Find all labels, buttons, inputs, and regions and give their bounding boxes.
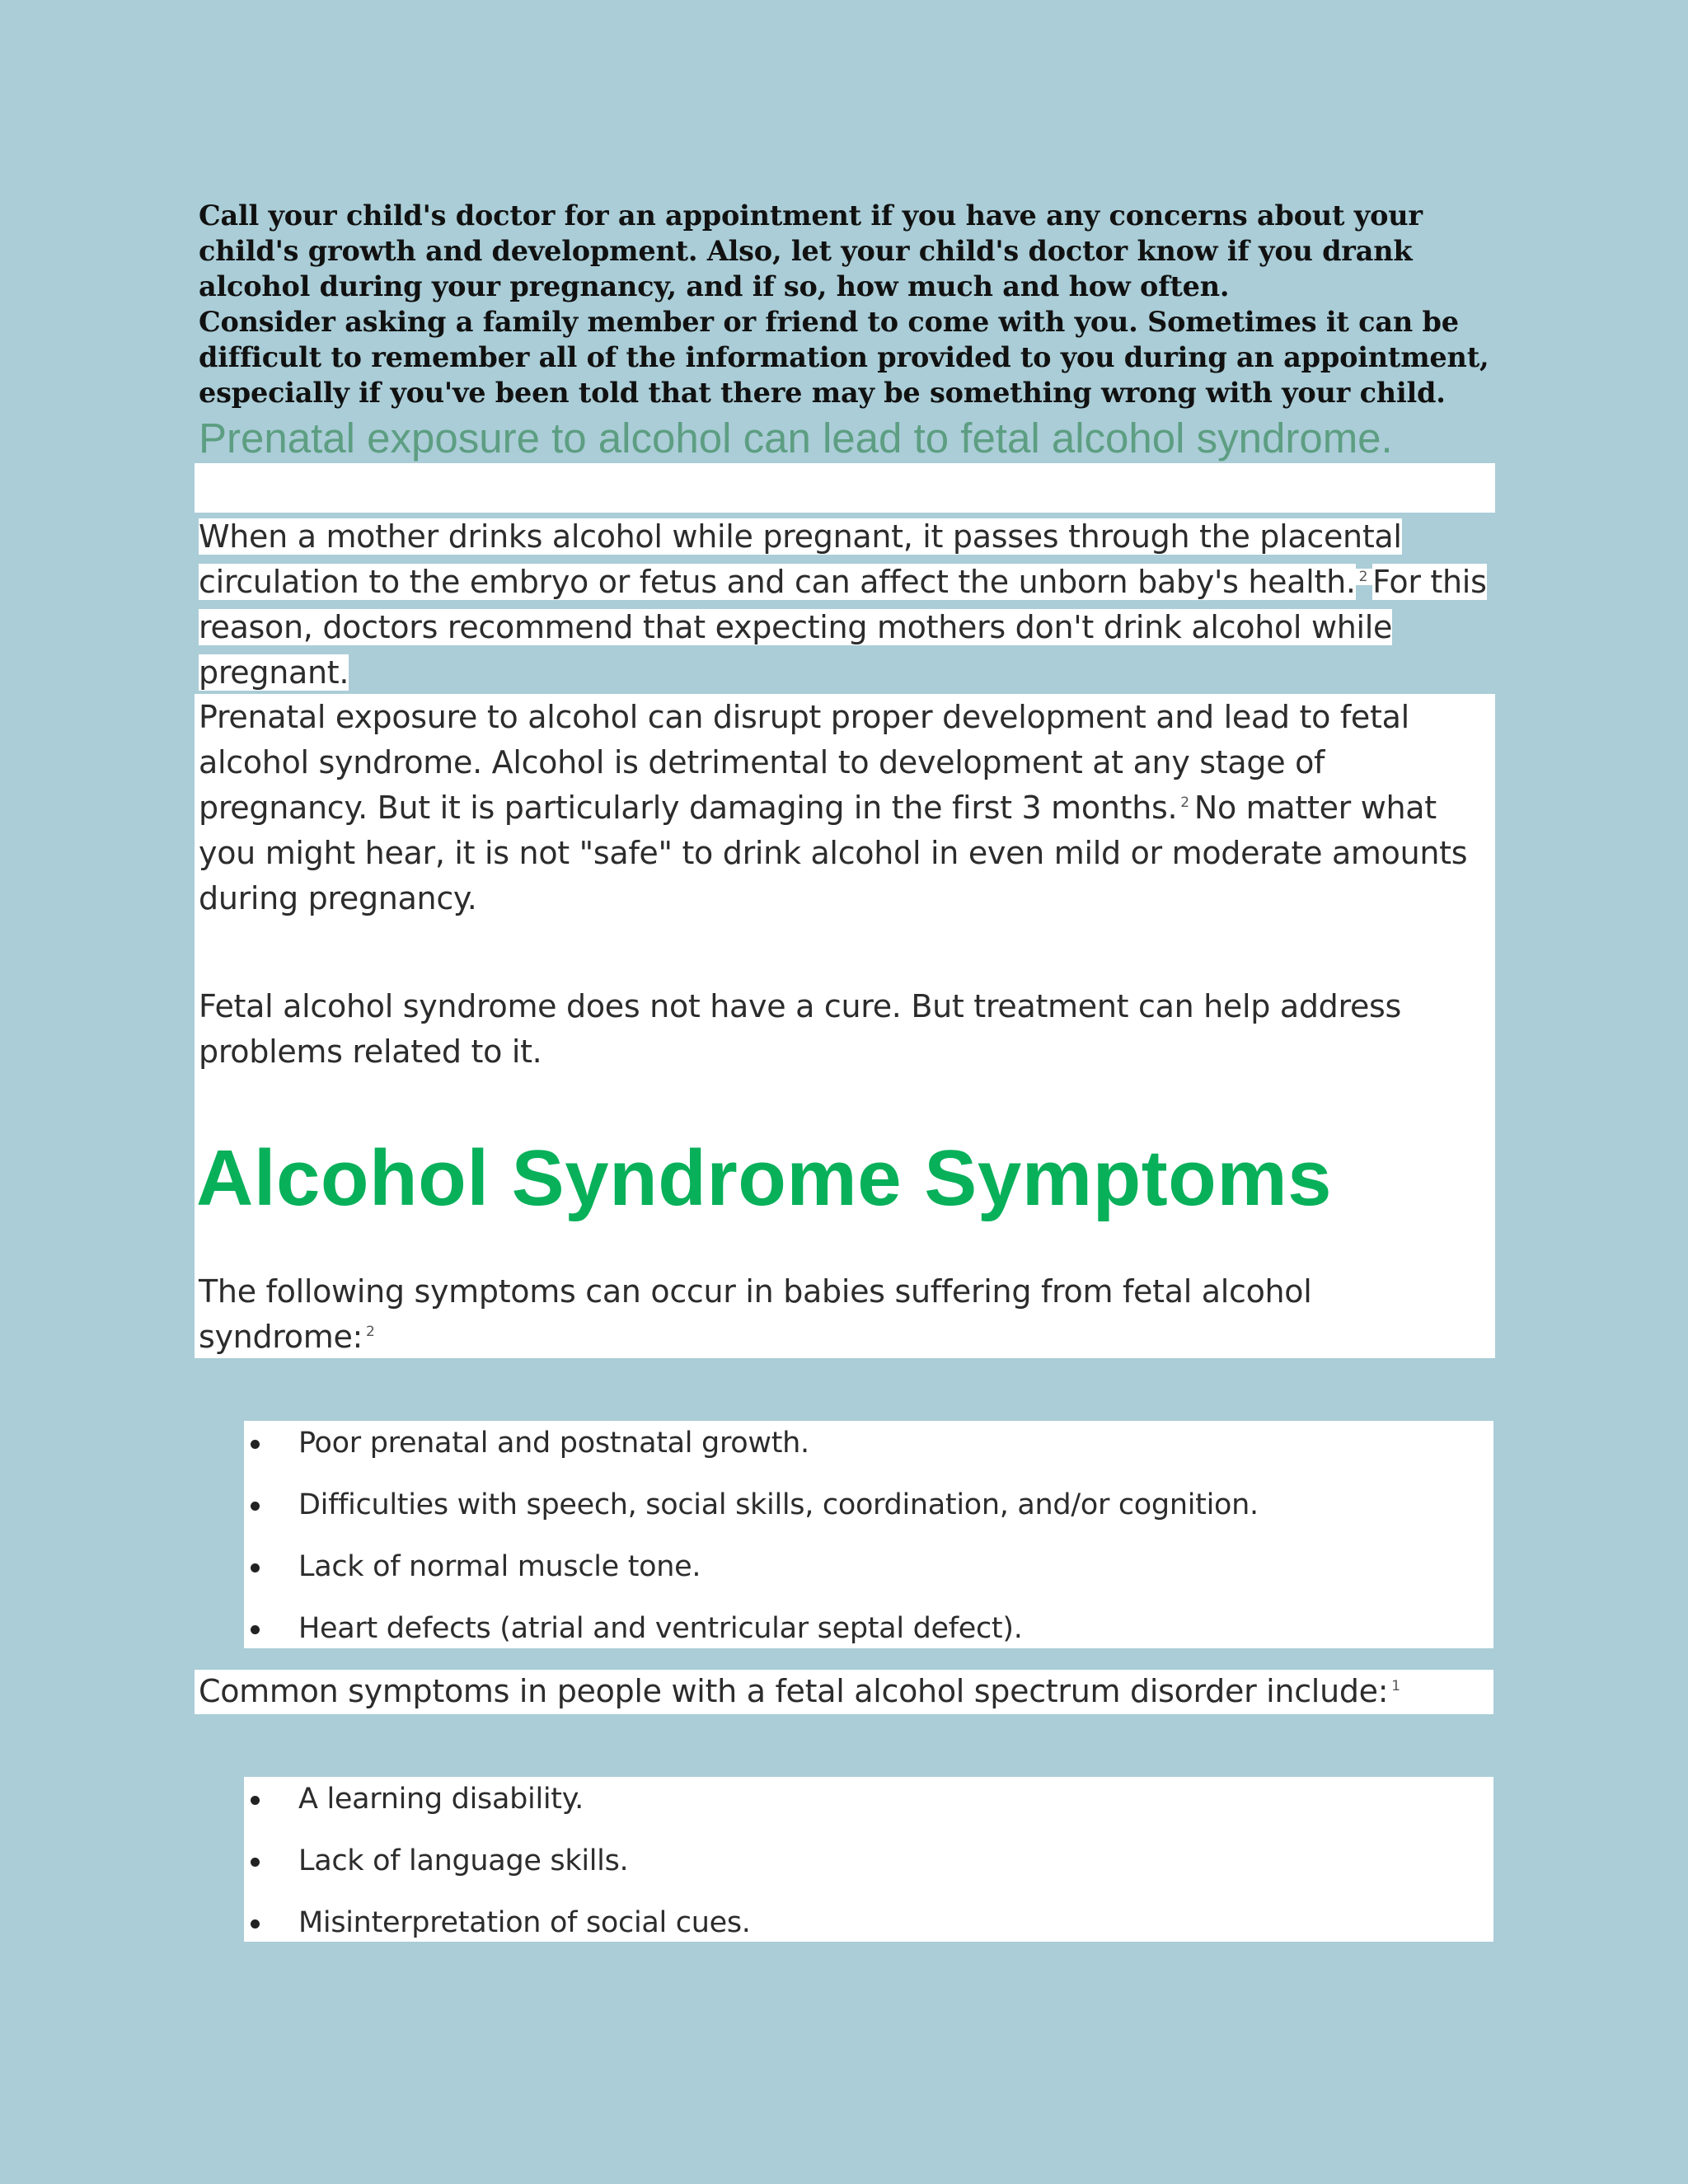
bullet-icon xyxy=(251,1796,260,1805)
paragraph-no-cure: Fetal alcohol syndrome does not have a cure. But treatment can help address problems related to it. xyxy=(199,988,1402,1070)
common-symptoms-list xyxy=(244,1777,1493,1942)
intro-paragraph-1: Call your child's doctor for an appointment if you have any concerns about your child's growth and development. Also, let your child's doctor know if you drank alcohol during your pregnancy, and if so, how much and how often. xyxy=(199,199,1423,302)
list-item: Misinterpretation of social cues. xyxy=(244,1900,1493,1962)
page-heading: Alcohol Syndrome Symptoms xyxy=(196,1134,1333,1222)
list-item: Difficulties with speech, social skills, coordination, and/or cognition. xyxy=(244,1483,1493,1544)
list-item: Lack of language skills. xyxy=(244,1839,1493,1900)
paragraph-text: Common symptoms in people with a fetal alcohol spectrum disorder include: xyxy=(199,1673,1389,1709)
paragraph-placental xyxy=(199,514,1517,696)
bullet-icon xyxy=(251,1563,260,1572)
paragraph-text: Prenatal exposure to alcohol can disrupt proper development and lead to fetal alcohol syndrome. Alcohol is detrimental to development at any stage of pregnancy. But it is particularly damaging in the first 3 months. xyxy=(199,699,1409,826)
symptoms-intro xyxy=(199,1269,1501,1360)
citation-superscript: 2 xyxy=(1356,569,1373,585)
list-item: Lack of normal muscle tone. xyxy=(244,1544,1493,1606)
intro-paragraph-2: Consider asking a family member or friend to come with you. Sometimes it can be difficult to remember all of the information provided to you during an appointment, especially if you've been told that there may be something wrong with your child. xyxy=(199,306,1489,409)
bullet-icon xyxy=(251,1502,260,1511)
citation-superscript: 2 xyxy=(366,1324,375,1341)
symptoms-list xyxy=(244,1421,1493,1648)
bullet-icon xyxy=(251,1919,260,1929)
intro-section xyxy=(199,198,1501,410)
paragraph-disrupt xyxy=(199,695,1501,921)
paragraph-text: No matter what you might hear, it is not "safe" to drink alcohol in even mild or moderate amounts during pregnancy. xyxy=(199,790,1468,916)
common-symptoms-intro xyxy=(195,1670,1493,1714)
section-subheading: Prenatal exposure to alcohol can lead to fetal alcohol syndrome. xyxy=(199,415,1393,462)
paragraph-text: The following symptoms can occur in babies suffering from fetal alcohol syndrome: xyxy=(199,1273,1312,1355)
list-item: Poor prenatal and postnatal growth. xyxy=(244,1421,1493,1483)
bullet-icon xyxy=(251,1858,260,1867)
bullet-icon xyxy=(251,1625,260,1634)
white-block-top xyxy=(195,463,1495,513)
paragraph-text: When a mother drinks alcohol while pregnant, it passes through the placental circulation to the embryo or fetus and can affect the unborn baby's health. xyxy=(199,518,1402,600)
citation-superscript: 1 xyxy=(1391,1678,1400,1695)
bullet-icon xyxy=(251,1440,260,1449)
paragraph-text: For this reason, doctors recommend that expecting mothers don't drink alcohol while pregnant. xyxy=(199,564,1487,691)
list-item: A learning disability. xyxy=(244,1777,1493,1839)
list-item: Heart defects (atrial and ventricular septal defect). xyxy=(244,1606,1493,1668)
citation-superscript: 2 xyxy=(1180,794,1189,812)
